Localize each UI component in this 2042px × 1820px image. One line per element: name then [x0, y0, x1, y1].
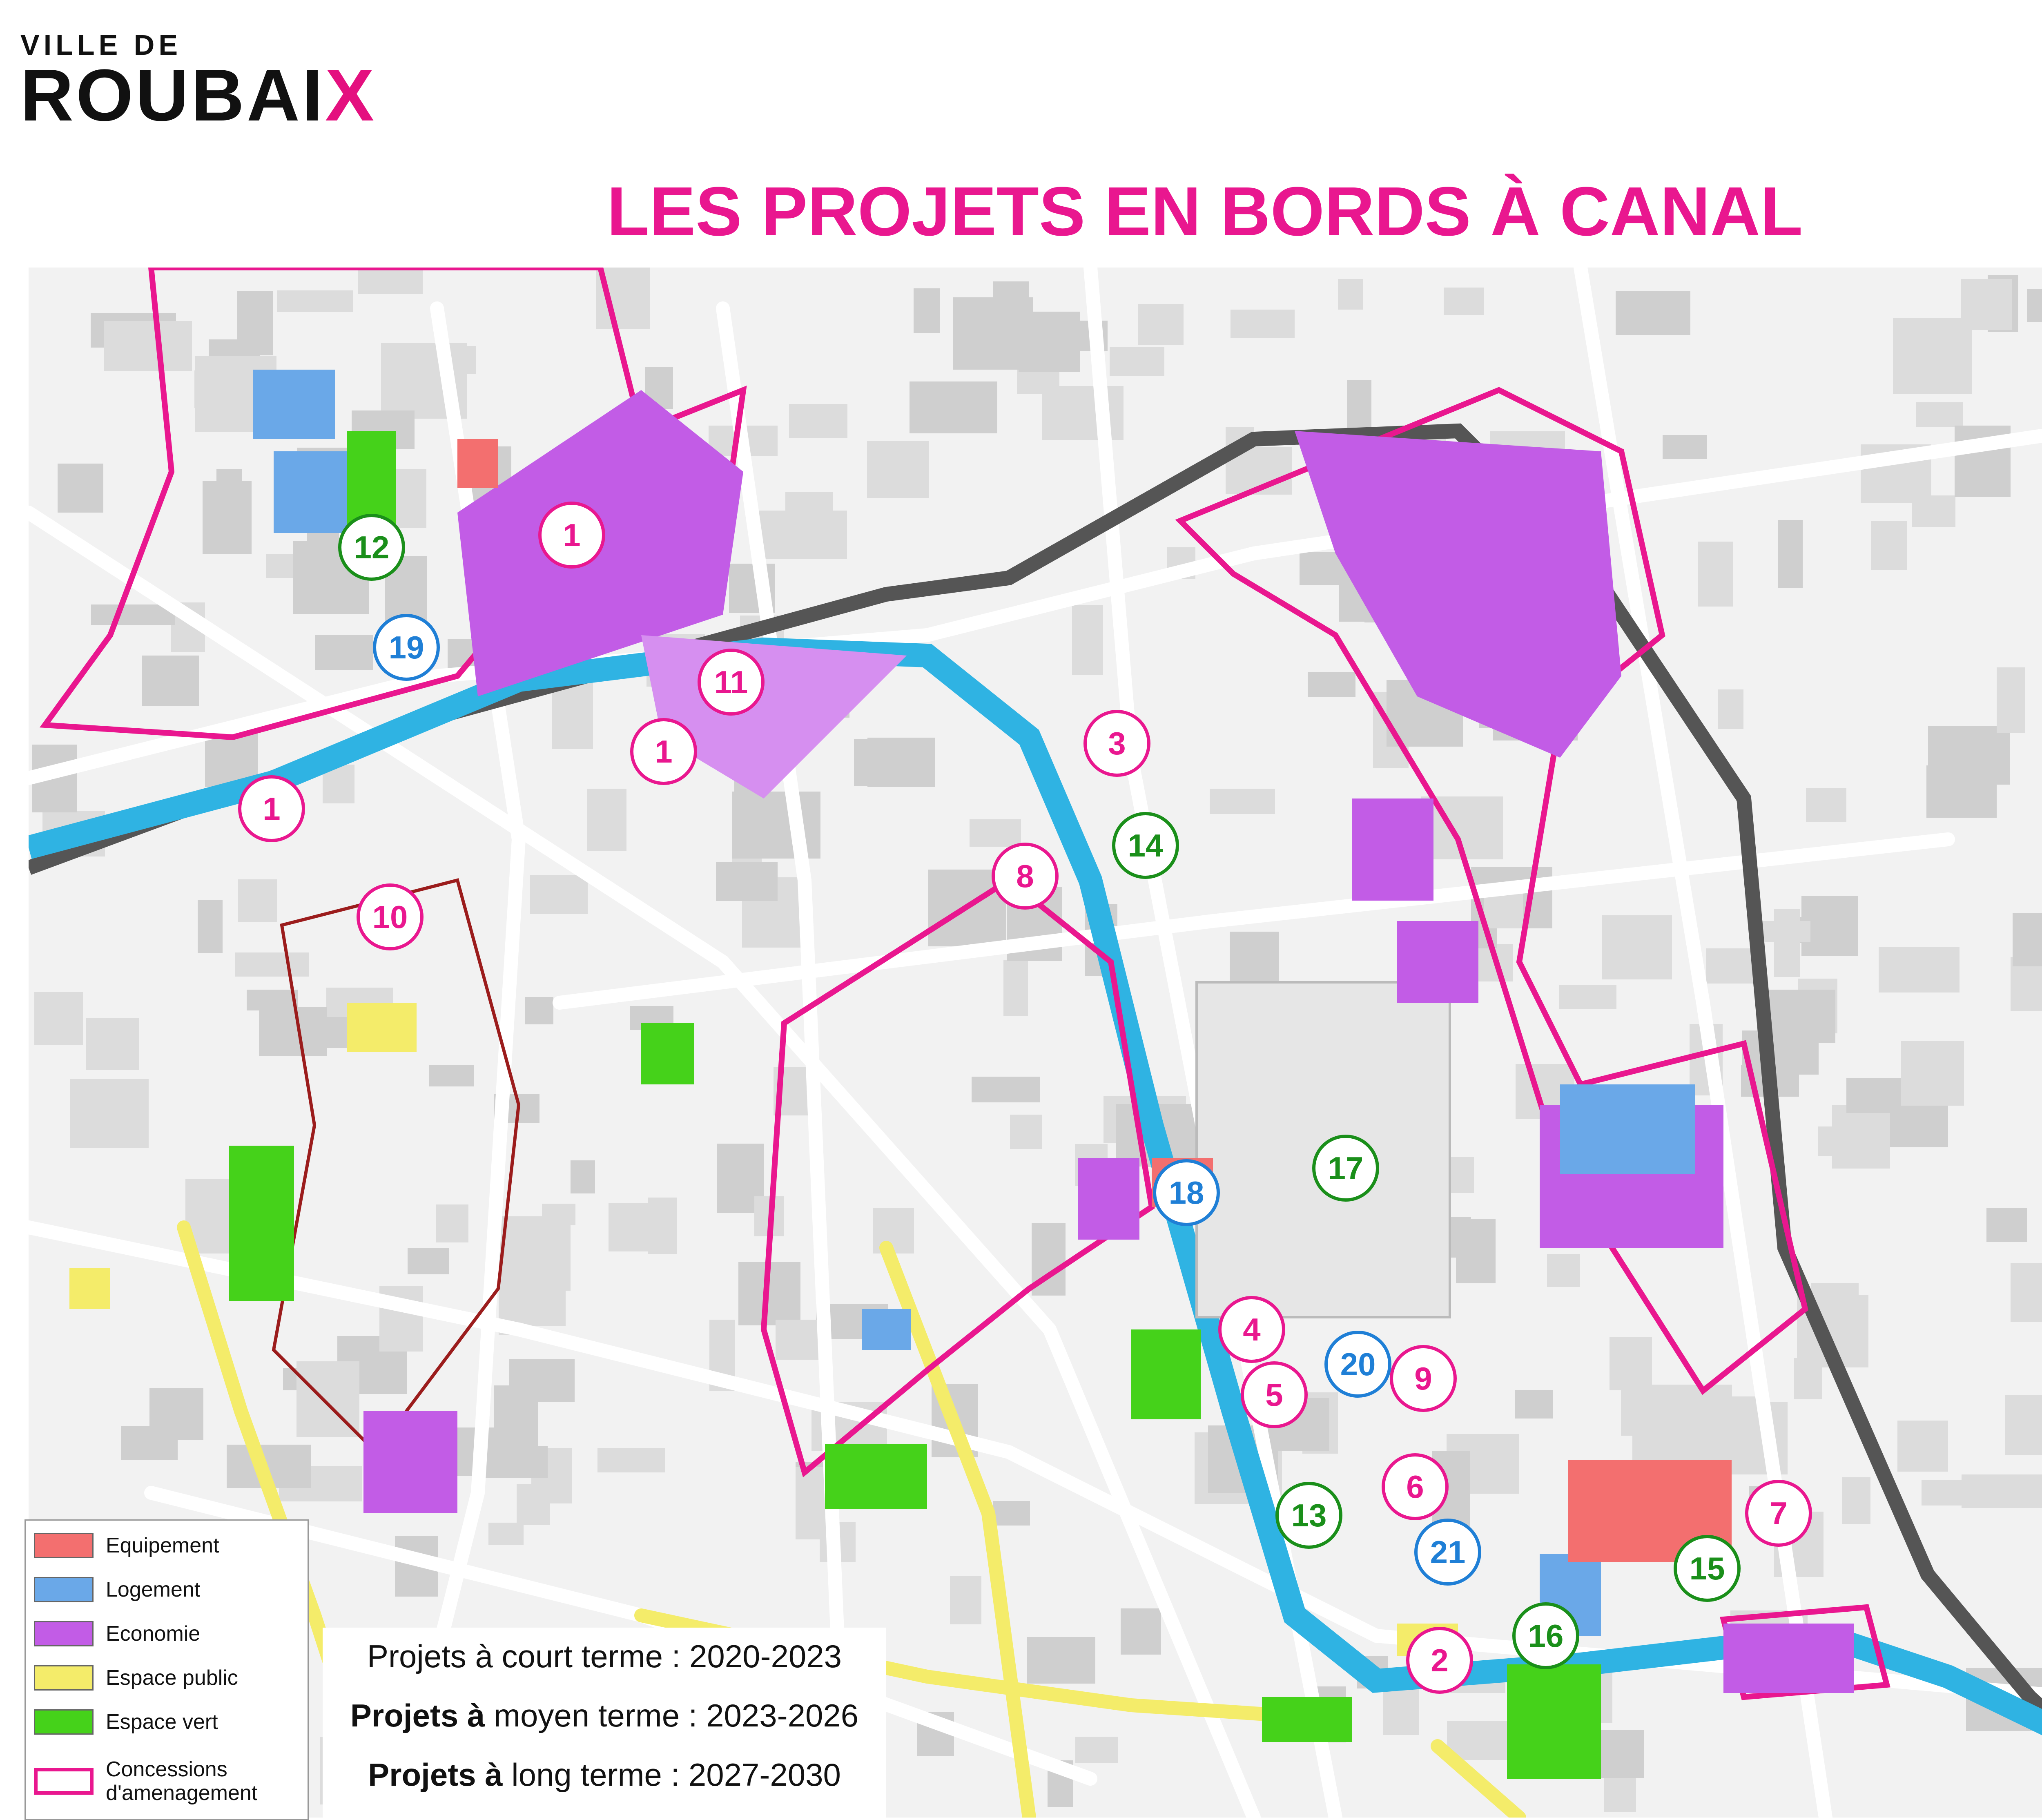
timeframe-text: moyen terme : 2023-2026 [485, 1697, 859, 1733]
legend-item-espace-vert [34, 1709, 218, 1735]
marker-label: 19 [388, 629, 424, 665]
project-marker-12 [340, 515, 403, 579]
zone-economie [363, 1411, 457, 1513]
building [1778, 520, 1803, 588]
marker-label: 3 [1108, 725, 1126, 761]
building [1698, 542, 1733, 607]
zone-economie [1723, 1624, 1854, 1693]
marker-label: 1 [563, 517, 581, 553]
building [517, 1484, 550, 1525]
building [1075, 1737, 1118, 1763]
map [29, 268, 2042, 1818]
building [91, 604, 175, 625]
building [121, 1426, 178, 1460]
building [2013, 913, 2042, 966]
building [1515, 1390, 1553, 1419]
project-marker-17 [1314, 1136, 1378, 1200]
marker-label: 21 [1430, 1534, 1466, 1570]
zone-economie [1397, 921, 1478, 1003]
building [1647, 1385, 1732, 1460]
building [527, 1249, 566, 1326]
building [1210, 789, 1275, 814]
marker-label: 20 [1340, 1346, 1376, 1382]
page-title: LES PROJETS EN BORDS À CANAL [606, 173, 1803, 250]
building [1003, 960, 1028, 1016]
building [873, 1208, 914, 1253]
building [198, 900, 223, 953]
building [1338, 279, 1363, 310]
project-marker-16 [1514, 1604, 1578, 1668]
marker-label: 13 [1291, 1497, 1327, 1533]
building [315, 635, 373, 670]
building [1559, 985, 1616, 1009]
marker-label: 15 [1689, 1550, 1725, 1586]
building [259, 1007, 327, 1056]
timeframe-bold: Projets à [368, 1757, 503, 1793]
legend-label: Economie [106, 1622, 201, 1646]
timeframe-text: Projets à court terme : 2020-2023 [367, 1638, 842, 1674]
marker-label: 2 [1431, 1642, 1449, 1678]
building [358, 269, 423, 294]
project-marker-8 [993, 844, 1057, 908]
building [235, 952, 309, 977]
legend-item-economie [34, 1621, 200, 1646]
logo-city-name [20, 53, 377, 138]
legend-label: Espace public [106, 1666, 238, 1690]
legend-label: Logement [106, 1578, 201, 1601]
building [1879, 947, 1960, 993]
marker-label: 10 [372, 899, 408, 935]
building [1901, 1041, 1964, 1106]
building [914, 288, 940, 333]
zone-espace-vert [1507, 1664, 1601, 1779]
marker-label: 8 [1016, 858, 1034, 894]
building [950, 1576, 981, 1624]
zone-espace-public [347, 1003, 417, 1052]
map-legend [25, 1519, 309, 1820]
building [1832, 1105, 1890, 1169]
building [1072, 605, 1103, 675]
building [2011, 1263, 2042, 1322]
marker-label: 6 [1406, 1469, 1424, 1505]
marker-label: 9 [1414, 1361, 1432, 1396]
project-marker-19 [375, 616, 438, 679]
building [1547, 1254, 1580, 1287]
building [238, 879, 277, 922]
building [1897, 1421, 1948, 1472]
zone-espace-vert [1131, 1329, 1201, 1419]
project-marker-15 [1675, 1537, 1739, 1600]
marker-label: 7 [1770, 1495, 1788, 1531]
zone-logement [862, 1309, 911, 1350]
building [910, 381, 997, 433]
building [1961, 279, 2012, 330]
marker-label: 1 [655, 734, 673, 769]
building [429, 1065, 474, 1086]
building [1027, 1637, 1095, 1684]
project-marker-11 [699, 650, 763, 714]
marker-label: 12 [354, 529, 390, 565]
project-marker-5 [1242, 1363, 1306, 1427]
logo-city-small: VILLE DE [20, 29, 182, 61]
zone-espace-vert [229, 1146, 294, 1301]
building [867, 441, 929, 498]
project-marker-2 [1408, 1628, 1471, 1692]
marker-label: 17 [1328, 1150, 1364, 1186]
timeframe-medium [323, 1697, 886, 1734]
legend-label: Concessions d'amenagement [106, 1758, 258, 1805]
project-marker-14 [1114, 814, 1177, 877]
timeframe-short [323, 1638, 886, 1675]
building [1110, 347, 1164, 376]
building [2005, 1395, 2042, 1455]
marker-label: 14 [1128, 827, 1164, 863]
building [1916, 402, 1963, 427]
timeframe-text: long terme : 2027-2030 [502, 1757, 841, 1793]
building [993, 1501, 1030, 1526]
project-marker-10 [358, 885, 422, 949]
zone-logement [1560, 1084, 1695, 1174]
building [1761, 921, 1810, 942]
legend-item-logement [34, 1577, 200, 1602]
building [530, 875, 588, 914]
zone-economie [1352, 798, 1433, 901]
map-canvas [29, 268, 2042, 1818]
building [1842, 1477, 1870, 1524]
building [609, 1203, 669, 1251]
building [597, 1448, 665, 1472]
marker-label: 18 [1168, 1175, 1204, 1211]
legend-item-espace-public [34, 1665, 238, 1691]
building [1718, 689, 1743, 729]
building [2027, 289, 2042, 322]
building [104, 321, 192, 371]
marker-label: 16 [1528, 1618, 1564, 1654]
building [1663, 435, 1707, 459]
building [732, 792, 820, 859]
building [1138, 304, 1184, 345]
building [1616, 291, 1690, 335]
legend-swatch [34, 1577, 94, 1602]
building [488, 1523, 524, 1545]
zone-logement [274, 451, 347, 533]
building [867, 738, 935, 787]
project-marker-4 [1220, 1298, 1284, 1361]
building [142, 656, 199, 706]
project-marker-20 [1326, 1332, 1390, 1396]
zone-equipement [457, 439, 498, 488]
building [1444, 288, 1484, 315]
legend-item-equipement [34, 1533, 219, 1558]
marker-label: 4 [1243, 1311, 1261, 1347]
timeframes-box [323, 1628, 886, 1818]
marker-label: 5 [1265, 1377, 1283, 1413]
legend-swatch [34, 1665, 94, 1691]
building [1806, 788, 1846, 822]
building [277, 290, 353, 312]
building [789, 404, 847, 438]
legend-swatch [34, 1621, 94, 1646]
timeframe-long [323, 1756, 886, 1793]
building [58, 464, 103, 513]
legend-item-concessions [34, 1758, 285, 1805]
building [1230, 932, 1279, 983]
building [716, 862, 778, 901]
building [1871, 521, 1907, 570]
zone-economie [1078, 1158, 1139, 1240]
project-marker-1 [240, 777, 303, 841]
building [525, 997, 553, 1024]
building [1774, 909, 1800, 977]
building [436, 1204, 468, 1242]
timeframe-bold: Projets à [350, 1697, 485, 1733]
logo-city-name-main: ROUBAI [20, 54, 325, 136]
building [1986, 1208, 2027, 1242]
building [1962, 1474, 2042, 1508]
zone-espace-vert [1262, 1697, 1352, 1742]
building [970, 819, 1021, 847]
marker-label: 1 [263, 791, 281, 827]
project-marker-13 [1277, 1483, 1341, 1547]
building [1926, 765, 1997, 818]
project-marker-1 [540, 503, 604, 567]
building [587, 789, 626, 851]
zone-espace-vert [641, 1023, 694, 1084]
marker-label: 11 [714, 664, 748, 700]
building [408, 1248, 449, 1274]
building [1602, 915, 1672, 979]
building [1121, 1608, 1161, 1655]
building [1912, 495, 1955, 527]
building [1893, 318, 1972, 394]
legend-label: Espace vert [106, 1710, 218, 1734]
project-marker-3 [1085, 711, 1149, 775]
building [216, 469, 242, 532]
building [993, 281, 1029, 349]
legend-swatch [34, 1709, 94, 1735]
project-marker-18 [1155, 1161, 1218, 1224]
legend-swatch [34, 1768, 94, 1795]
building [70, 1079, 149, 1148]
project-marker-1 [632, 720, 696, 783]
legend-swatch [34, 1533, 94, 1558]
building [237, 291, 273, 355]
building [972, 1077, 1040, 1102]
building [1621, 1379, 1647, 1436]
legend-label: Equipement [106, 1534, 219, 1557]
city-logo [20, 29, 388, 135]
building [571, 1160, 595, 1193]
building [34, 992, 83, 1045]
building [86, 1018, 139, 1070]
project-marker-9 [1391, 1347, 1455, 1410]
zone-espace-public [69, 1268, 110, 1309]
project-marker-6 [1383, 1455, 1447, 1519]
project-marker-7 [1747, 1481, 1810, 1545]
building [509, 1359, 575, 1402]
logo-city-name-x: X [325, 54, 377, 136]
building [542, 1204, 575, 1225]
zone-logement [253, 370, 335, 439]
building [1231, 310, 1295, 338]
building [758, 511, 847, 559]
building [1308, 672, 1355, 697]
building [1347, 380, 1371, 433]
building [1010, 1115, 1042, 1149]
zone-espace-vert [825, 1444, 927, 1509]
building [1997, 667, 2025, 733]
building [394, 346, 476, 374]
project-marker-21 [1416, 1520, 1480, 1584]
